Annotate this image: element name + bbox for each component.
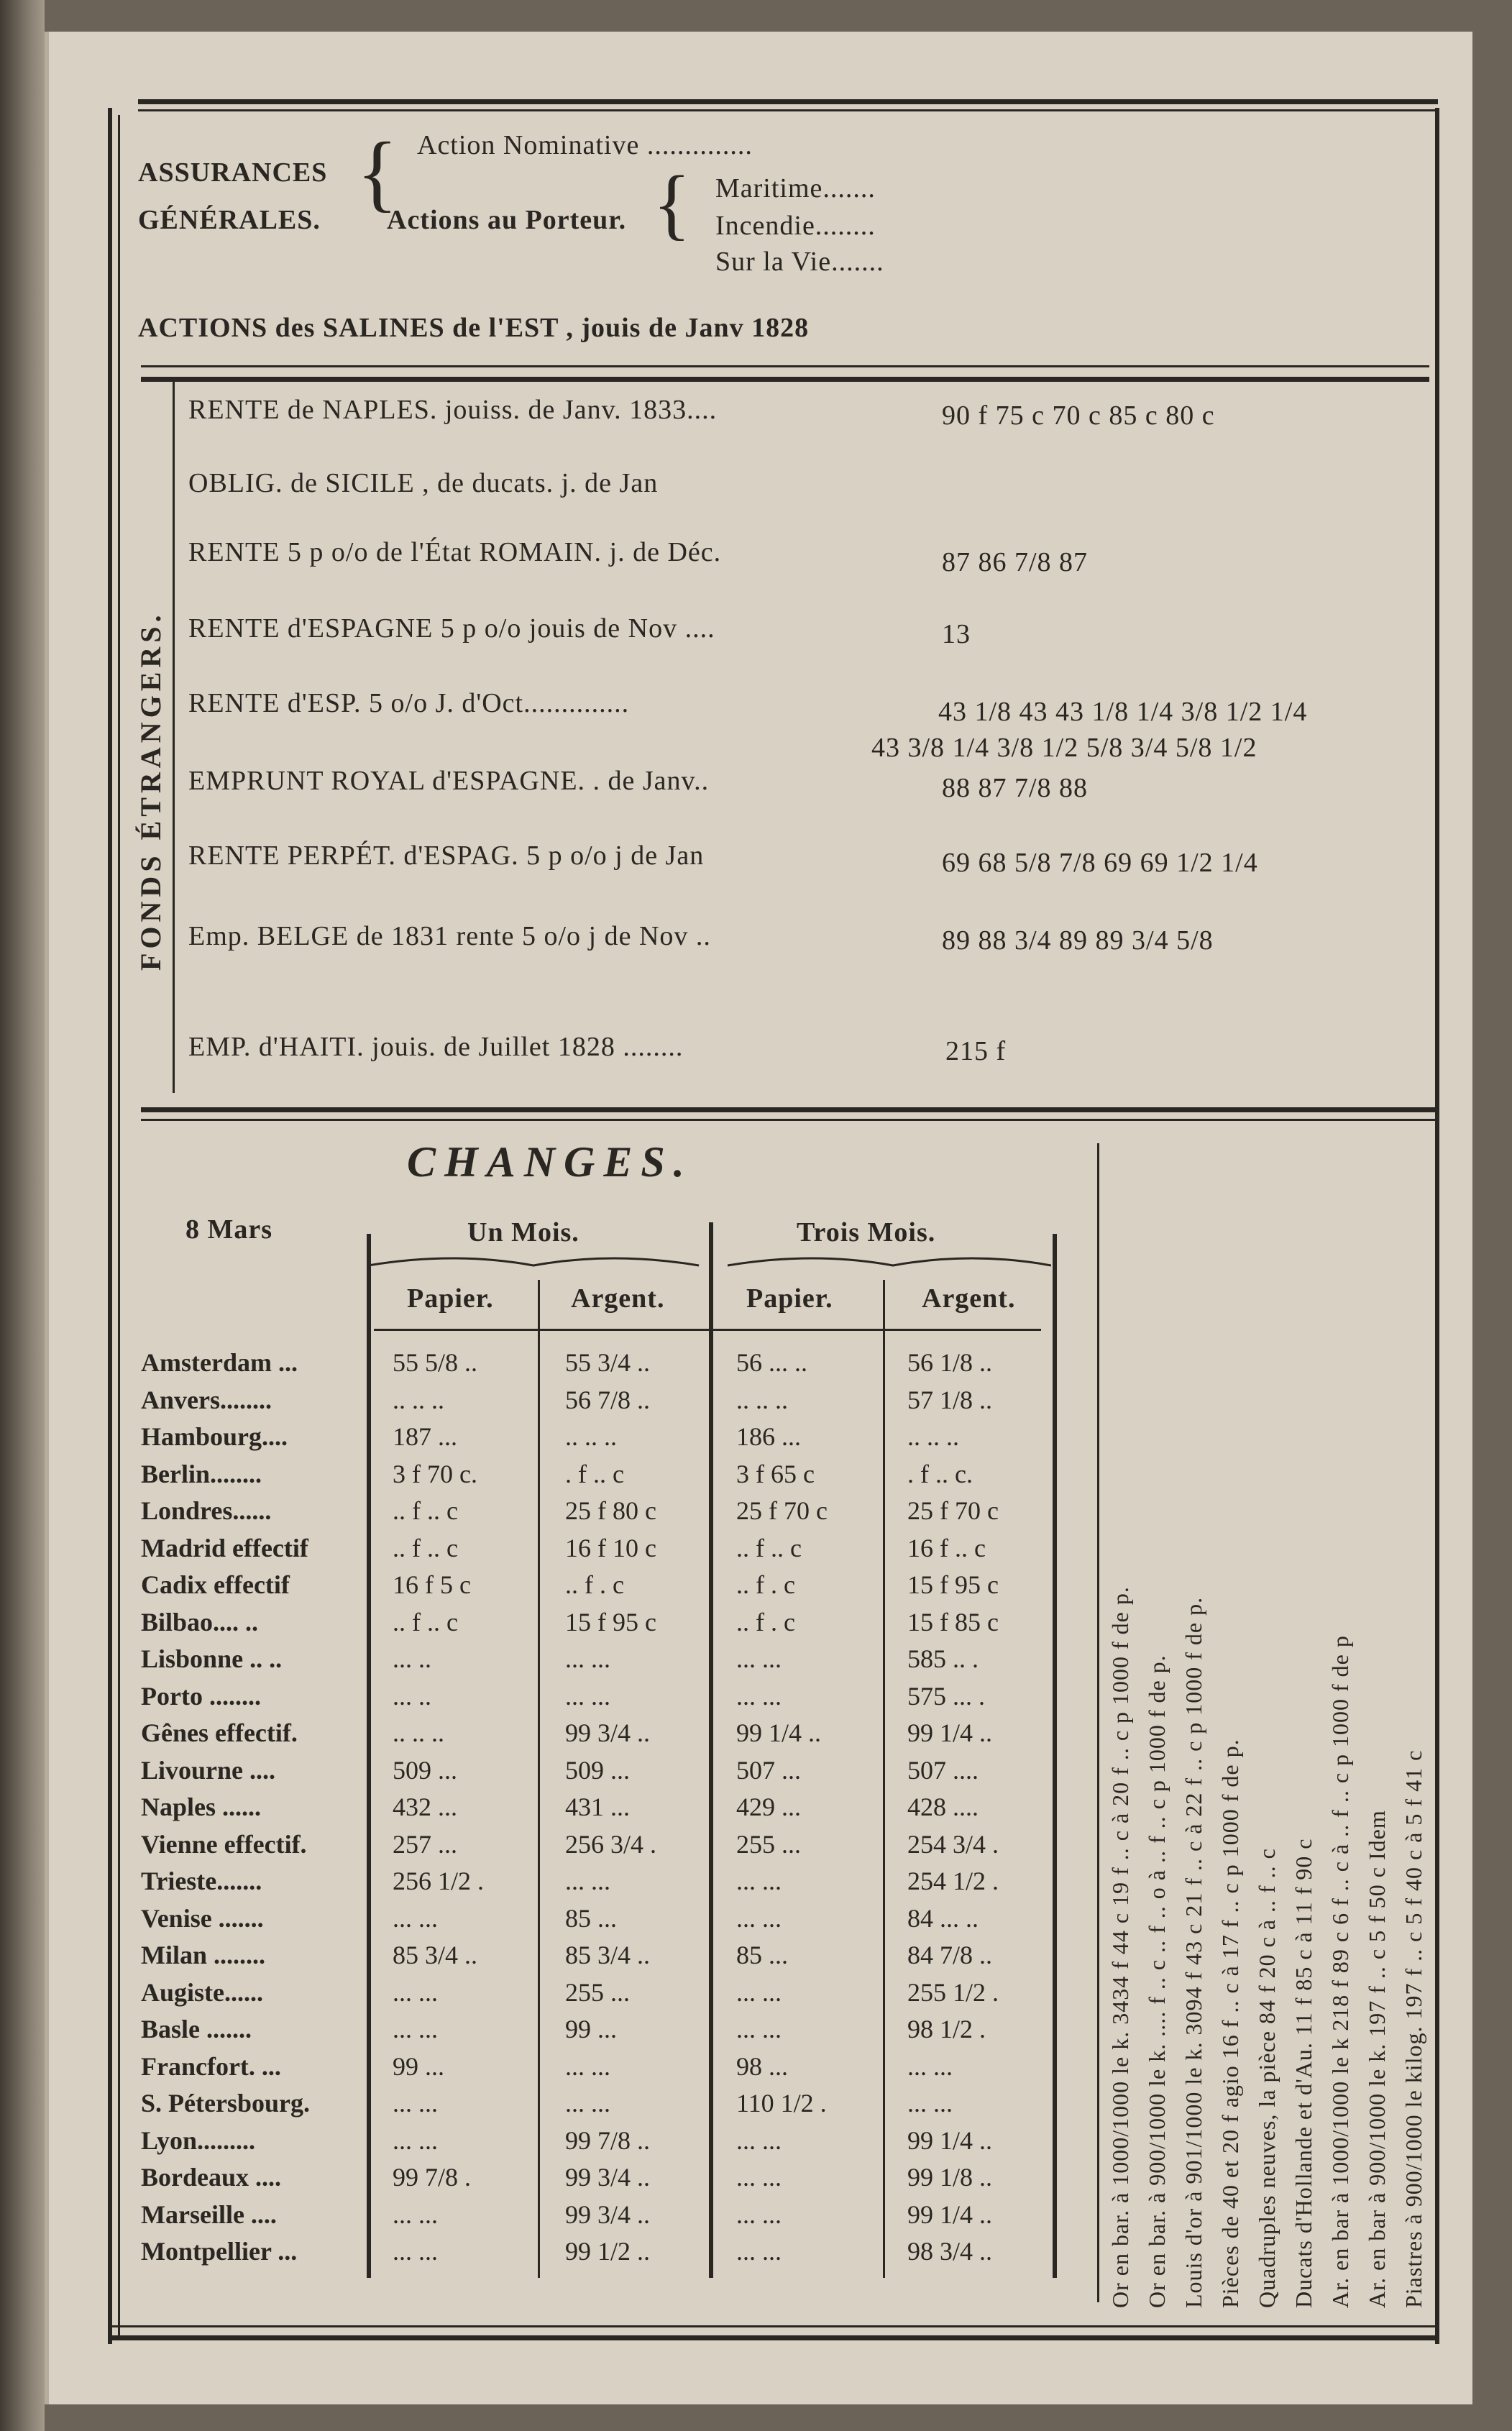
left-rule bbox=[108, 108, 112, 2344]
fonds-row-price: 215 f bbox=[945, 1036, 1007, 1066]
row-city: Basle ....... bbox=[141, 2015, 252, 2043]
bottom-rule bbox=[108, 2335, 1439, 2340]
row-value: .. f .. c bbox=[393, 1496, 458, 1525]
row-value: 509 ... bbox=[565, 1755, 630, 1785]
row-city: Marseille .... bbox=[141, 2199, 277, 2229]
row-value: ... ... bbox=[565, 2051, 610, 2081]
row-value: .. f .. c bbox=[393, 1607, 458, 1636]
coin-row: Quadruples neuves, la pièce 84 f 20 c à .. f .. c bbox=[1254, 1848, 1280, 2308]
row-value: 429 ... bbox=[736, 1793, 801, 1821]
row-city: Lyon......... bbox=[141, 2125, 256, 2155]
row-city: Anvers........ bbox=[141, 1385, 272, 1414]
fonds-row-price: 69 68 5/8 7/8 69 69 1/2 1/4 bbox=[942, 848, 1258, 878]
row-value: 99 1/4 .. bbox=[907, 2125, 993, 2155]
row-value: 99 3/4 .. bbox=[565, 2199, 651, 2229]
fonds-row-price: 43 3/8 1/4 3/8 1/2 5/8 3/4 5/8 1/2 bbox=[871, 733, 1257, 763]
row-value: 255 ... bbox=[736, 1829, 801, 1859]
row-value: 16 f .. c bbox=[907, 1533, 986, 1562]
header-argent-2: Argent. bbox=[922, 1283, 1016, 1314]
row-value: 99 ... bbox=[393, 2051, 444, 2081]
assurances-label-1: ASSURANCES bbox=[138, 157, 328, 188]
row-city: Livourne .... bbox=[141, 1755, 276, 1785]
row-value: .. .. .. bbox=[393, 1385, 444, 1414]
row-value: ... ... bbox=[736, 2125, 782, 2155]
row-value: 99 7/8 .. bbox=[565, 2125, 651, 2155]
fonds-row-price: 43 1/8 43 43 1/8 1/4 3/8 1/2 1/4 bbox=[938, 697, 1308, 727]
row-value: 85 ... bbox=[565, 1903, 617, 1933]
row-value: 256 1/2 . bbox=[393, 1867, 485, 1895]
row-city: Madrid effectif bbox=[141, 1533, 308, 1562]
row-city: Amsterdam ... bbox=[141, 1348, 298, 1377]
row-value: 16 f 5 c bbox=[393, 1570, 471, 1599]
col-rule-5 bbox=[1053, 1234, 1057, 2278]
row-value: ... ... bbox=[736, 2199, 782, 2229]
header-papier-2: Papier. bbox=[746, 1283, 833, 1314]
row-value: 3 f 70 c. bbox=[393, 1459, 477, 1488]
row-value: .. .. .. bbox=[565, 1422, 617, 1451]
row-value: 56 ... .. bbox=[736, 1348, 807, 1377]
row-value: 56 7/8 .. bbox=[565, 1385, 651, 1414]
fonds-row-name: RENTE PERPÉT. d'ESPAG. 5 p o/o j de Jan bbox=[188, 841, 705, 871]
row-value: 99 1/2 .. bbox=[565, 2237, 651, 2266]
row-value: .. f . c bbox=[736, 1607, 795, 1636]
row-city: Venise ....... bbox=[141, 1903, 264, 1933]
fonds-row-price: 13 bbox=[942, 619, 971, 649]
changes-title: CHANGES. bbox=[407, 1138, 693, 1186]
row-value: ... ... bbox=[907, 2051, 953, 2081]
row-value: 187 ... bbox=[393, 1422, 457, 1451]
fonds-row-name: Emp. BELGE de 1831 rente 5 o/o j de Nov .. bbox=[188, 921, 711, 951]
row-city: Montpellier ... bbox=[141, 2237, 298, 2266]
row-value: ... ... bbox=[565, 2089, 610, 2118]
row-value: 98 ... bbox=[736, 2051, 788, 2081]
row-value: 255 1/2 . bbox=[907, 1977, 999, 2007]
header-papier-1: Papier. bbox=[407, 1283, 494, 1314]
row-value: 432 ... bbox=[393, 1793, 457, 1821]
row-value: 256 3/4 . bbox=[565, 1829, 657, 1859]
fonds-row-price: 87 86 7/8 87 bbox=[942, 547, 1089, 577]
fonds-row-name: EMP. d'HAITI. jouis. de Juillet 1828 ........ bbox=[188, 1032, 684, 1062]
row-value: 110 1/2 . bbox=[736, 2089, 827, 2118]
row-value: 99 1/4 .. bbox=[907, 1718, 993, 1747]
row-value: ... ... bbox=[393, 1903, 438, 1933]
row-value: ... ... bbox=[736, 2163, 782, 2192]
col-rule-6 bbox=[1097, 1143, 1099, 2302]
row-value: ... ... bbox=[736, 1681, 782, 1711]
fonds-divider bbox=[173, 381, 175, 1093]
coin-row: Or en bar. à 1000/1000 le k. 3434 f 44 c 19 f .. c à 20 f .. c p 1000 f de p. bbox=[1107, 1586, 1133, 2308]
fonds-row-name: RENTE d'ESP. 5 o/o J. d'Oct.............. bbox=[188, 688, 630, 718]
actions-au-porteur: Actions au Porteur. bbox=[387, 205, 627, 235]
row-city: Cadix effectif bbox=[141, 1570, 290, 1599]
row-value: 428 .... bbox=[907, 1793, 979, 1821]
row-value: 56 1/8 .. bbox=[907, 1348, 993, 1377]
bottom-rule-inner bbox=[108, 2325, 1439, 2327]
rule-changes-top bbox=[141, 1107, 1435, 1112]
row-value: ... ... bbox=[393, 2089, 438, 2118]
row-value: 431 ... bbox=[565, 1793, 630, 1821]
fonds-row-name: OBLIG. de SICILE , de ducats. j. de Jan bbox=[188, 468, 659, 498]
row-value: 186 ... bbox=[736, 1422, 801, 1451]
fonds-row-name: RENTE 5 p o/o de l'État ROMAIN. j. de Déc. bbox=[188, 537, 722, 567]
row-value: 99 1/4 .. bbox=[907, 2199, 993, 2229]
fonds-etrangers-label: FONDS ÉTRANGERS. bbox=[134, 610, 167, 971]
rule-fonds-top bbox=[141, 377, 1429, 382]
row-value: 99 1/4 .. bbox=[736, 1718, 822, 1747]
row-value: .. .. .. bbox=[393, 1718, 444, 1747]
col-rule-2 bbox=[538, 1280, 540, 2278]
brace-left: { bbox=[357, 124, 398, 220]
row-value: .. f .. c bbox=[736, 1533, 802, 1562]
top-rule bbox=[138, 99, 1438, 104]
row-city: Lisbonne .. .. bbox=[141, 1644, 283, 1673]
row-value: 25 f 80 c bbox=[565, 1496, 656, 1525]
row-value: ... ... bbox=[565, 1681, 610, 1711]
fonds-row-name: EMPRUNT ROYAL d'ESPAGNE. . de Janv.. bbox=[188, 766, 710, 796]
row-value: .. .. .. bbox=[907, 1422, 959, 1451]
row-value: ... ... bbox=[736, 2015, 782, 2043]
row-city: Berlin........ bbox=[141, 1459, 262, 1488]
row-city: Porto ........ bbox=[141, 1681, 261, 1711]
row-value: 575 ... . bbox=[907, 1681, 985, 1711]
row-city: Trieste....... bbox=[141, 1867, 262, 1895]
coin-row: Piastres à 900/1000 le kilog. 197 f .. c 5 f 40 c à 5 f 41 c bbox=[1401, 1749, 1426, 2308]
coin-row: Ar. en bar à 900/1000 le k. 197 f .. c 5 f 50 c Idem bbox=[1364, 1810, 1390, 2308]
header-trois-mois: Trois Mois. bbox=[797, 1217, 936, 1247]
header-underline bbox=[374, 1329, 1041, 1331]
row-value: 254 3/4 . bbox=[907, 1829, 999, 1859]
col-rule-4 bbox=[883, 1280, 885, 2278]
fonds-row-price: 90 f 75 c 70 c 85 c 80 c bbox=[942, 400, 1215, 431]
row-value: .. .. .. bbox=[736, 1385, 788, 1414]
row-city: Vienne effectif. bbox=[141, 1829, 307, 1859]
row-value: ... ... bbox=[393, 2199, 438, 2229]
row-value: ... ... bbox=[393, 2125, 438, 2155]
row-value: 509 ... bbox=[393, 1755, 457, 1785]
row-value: 254 1/2 . bbox=[907, 1867, 999, 1895]
row-value: 98 3/4 .. bbox=[907, 2237, 993, 2266]
row-value: ... ... bbox=[393, 2237, 438, 2266]
incendie: Incendie........ bbox=[715, 211, 876, 241]
row-value: 98 1/2 . bbox=[907, 2015, 986, 2043]
assurances-label-2: GÉNÉRALES. bbox=[138, 205, 321, 235]
row-value: 85 3/4 .. bbox=[393, 1941, 478, 1969]
brace-porteur: { bbox=[653, 160, 691, 247]
row-city: Augiste...... bbox=[141, 1977, 263, 2007]
row-value: 99 ... bbox=[565, 2015, 617, 2043]
row-value: ... ... bbox=[736, 1644, 782, 1673]
row-value: ... ... bbox=[393, 1977, 438, 2007]
rule-changes-top-2 bbox=[141, 1119, 1435, 1121]
fonds-row-price: 89 88 3/4 89 89 3/4 5/8 bbox=[942, 925, 1214, 956]
row-value: 3 f 65 c bbox=[736, 1459, 815, 1488]
row-value: 85 ... bbox=[736, 1941, 788, 1969]
maritime: Maritime....... bbox=[715, 173, 876, 203]
row-city: Naples ...... bbox=[141, 1793, 262, 1821]
coin-row: Pièces de 40 et 20 f agio 16 f .. c à 17 f .. c p 1000 f de p. bbox=[1217, 1739, 1243, 2308]
sur-la-vie: Sur la Vie....... bbox=[715, 247, 884, 277]
row-value: 85 3/4 .. bbox=[565, 1941, 651, 1969]
fonds-row-name: RENTE d'ESPAGNE 5 p o/o jouis de Nov .... bbox=[188, 613, 715, 644]
row-value: ... ... bbox=[736, 2237, 782, 2266]
row-value: 15 f 85 c bbox=[907, 1607, 999, 1636]
row-city: Londres...... bbox=[141, 1496, 272, 1525]
row-value: 15 f 95 c bbox=[907, 1570, 999, 1599]
row-value: 99 3/4 .. bbox=[565, 2163, 651, 2192]
col-rule-3 bbox=[709, 1222, 713, 2278]
row-value: 99 3/4 .. bbox=[565, 1718, 651, 1747]
row-value: ... ... bbox=[565, 1867, 610, 1895]
header-un-mois: Un Mois. bbox=[467, 1217, 579, 1247]
row-value: 99 1/8 .. bbox=[907, 2163, 993, 2192]
col-rule-1 bbox=[367, 1234, 371, 2278]
coin-row: Ducats d'Hollande et d'Au. 11 f 85 c à 11 f 90 c bbox=[1291, 1838, 1316, 2308]
row-value: 15 f 95 c bbox=[565, 1607, 656, 1636]
row-value: 57 1/8 .. bbox=[907, 1385, 993, 1414]
row-value: ... .. bbox=[393, 1681, 431, 1711]
row-value: 84 ... .. bbox=[907, 1903, 979, 1933]
right-rule bbox=[1435, 108, 1439, 2344]
row-city: Milan ........ bbox=[141, 1941, 266, 1969]
row-value: 507 .... bbox=[907, 1755, 979, 1785]
row-value: 84 7/8 .. bbox=[907, 1941, 993, 1969]
fonds-row-name: RENTE de NAPLES. jouiss. de Janv. 1833.... bbox=[188, 395, 718, 425]
row-value: ... ... bbox=[736, 1903, 782, 1933]
row-city: S. Pétersbourg. bbox=[141, 2089, 310, 2118]
salines-line: ACTIONS des SALINES de l'EST , jouis de Janv 1828 bbox=[138, 313, 810, 343]
row-value: 507 ... bbox=[736, 1755, 801, 1785]
coin-row: Or en bar. à 900/1000 le k. .... f .. c .. f .. o à .. f .. c p 1000 f de p. bbox=[1144, 1654, 1170, 2308]
row-value: . f .. c bbox=[565, 1459, 624, 1488]
row-value: ... ... bbox=[393, 2015, 438, 2043]
row-value: 585 .. . bbox=[907, 1644, 979, 1673]
book-spine bbox=[0, 0, 45, 2431]
row-city: Bilbao.... .. bbox=[141, 1607, 259, 1636]
action-nominative: Action Nominative .............. bbox=[417, 130, 753, 160]
row-value: ... ... bbox=[907, 2089, 953, 2118]
row-value: 55 3/4 .. bbox=[565, 1348, 651, 1377]
row-city: Francfort. ... bbox=[141, 2051, 281, 2081]
row-value: 55 5/8 .. bbox=[393, 1348, 478, 1377]
row-value: 16 f 10 c bbox=[565, 1533, 656, 1562]
coin-row: Louis d'or à 901/1000 le k. 3094 f 43 c 21 f .. c à 22 f .. c p 1000 f de p. bbox=[1181, 1596, 1206, 2308]
row-value: 25 f 70 c bbox=[736, 1496, 828, 1525]
left-rule-inner bbox=[118, 115, 120, 2337]
row-value: .. f . c bbox=[736, 1570, 795, 1599]
row-city: Hambourg.... bbox=[141, 1422, 288, 1451]
changes-date: 8 Mars bbox=[185, 1214, 273, 1245]
fonds-row-price: 88 87 7/8 88 bbox=[942, 773, 1089, 803]
coin-row: Ar. en bar à 1000/1000 le k 218 f 89 c 6 f .. c à .. f .. c p 1000 f de p bbox=[1327, 1635, 1353, 2308]
row-value: ... ... bbox=[736, 1977, 782, 2007]
rule-fonds-top-2 bbox=[141, 365, 1429, 367]
row-value: . f .. c. bbox=[907, 1459, 973, 1488]
row-value: ... ... bbox=[565, 1644, 610, 1673]
row-value: 257 ... bbox=[393, 1829, 457, 1859]
row-city: Bordeaux .... bbox=[141, 2163, 282, 2192]
row-value: ... ... bbox=[736, 1867, 782, 1895]
row-value: .. f . c bbox=[565, 1570, 624, 1599]
row-value: 25 f 70 c bbox=[907, 1496, 999, 1525]
row-value: ... .. bbox=[393, 1644, 431, 1673]
row-city: Gênes effectif. bbox=[141, 1718, 298, 1747]
row-value: .. f .. c bbox=[393, 1533, 458, 1562]
row-value: 99 7/8 . bbox=[393, 2163, 472, 2192]
top-rule-inner bbox=[138, 109, 1438, 111]
header-argent-1: Argent. bbox=[571, 1283, 665, 1314]
row-value: 255 ... bbox=[565, 1977, 630, 2007]
